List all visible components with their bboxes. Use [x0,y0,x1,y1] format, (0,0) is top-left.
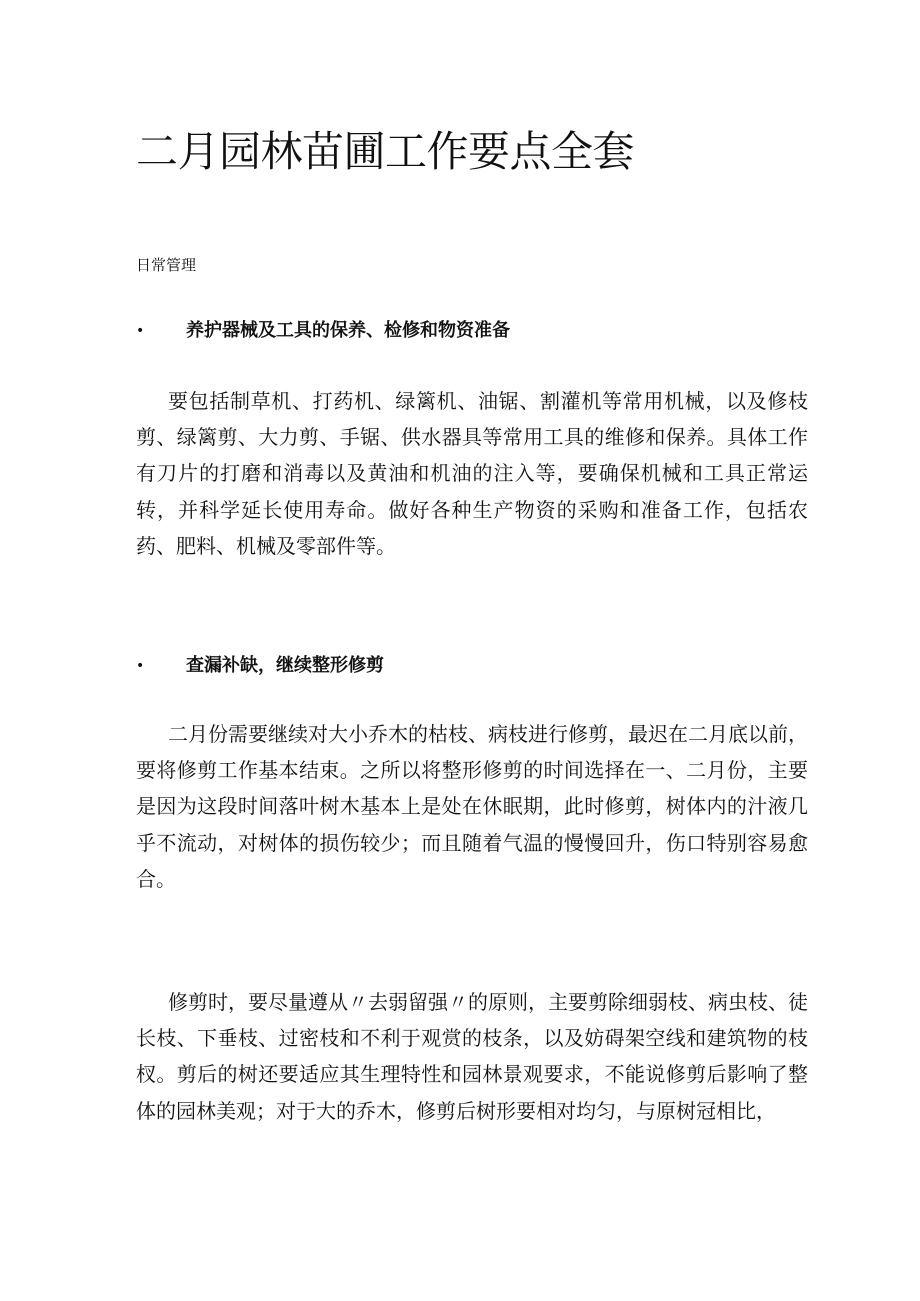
heading-text: 养护器械及工具的保养、检修和物资准备 [186,320,510,341]
bullet-icon: • [136,323,145,339]
heading-equipment-maintenance [136,319,836,343]
paragraph-equipment: 要包括制草机、打药机、绿篱机、油锯、割灌机等常用机械，以及修枝剪、绿篱剪、大力剪、手锯、供水器具等常用工具的维修和保养。具体工作有刀片的打磨和消毒以及黄油和机油的注入等，要确保机械和工具正常运转，并科学延长使用寿命。做好各种生产物资的采购和准备工作，包括农药、肥料、机械及零部件等。 [136,389,808,558]
paragraph-pruning-method: 修剪时，要尽量遵从〃去弱留强〃的原则，主要剪除细弱枝、病虫枝、徒长枝、下垂枝、过密枝和不利于观赏的枝条，以及妨碍架空线和建筑物的枝杈。剪后的树还要适应其生理特性和园林景观要求，不能说修剪后影响了整体的园林美观；对于大的乔木，修剪后树形要相对均匀，与原树冠相比， [136,990,808,1123]
paragraph-pruning-timing: 二月份需要继续对大小乔木的枯枝、病枝进行修剪，最迟在二月底以前，要将修剪工作基本结束。之所以将整形修剪的时间选择在一、二月份，主要是因为这段时间落叶树木基本上是处在休眠期，此时修剪，树体内的汁液几乎不流动，对树体的损伤较少；而且随着气温的慢慢回升，伤口特别容易愈合。 [136,722,808,891]
bullet-icon: • [136,658,145,674]
heading-pruning [136,654,836,678]
heading-text: 查漏补缺，继续整形修剪 [186,655,384,676]
document-title: 二月园林苗圃工作要点全套 [136,127,635,176]
section-label: 日常管理 [136,256,197,274]
